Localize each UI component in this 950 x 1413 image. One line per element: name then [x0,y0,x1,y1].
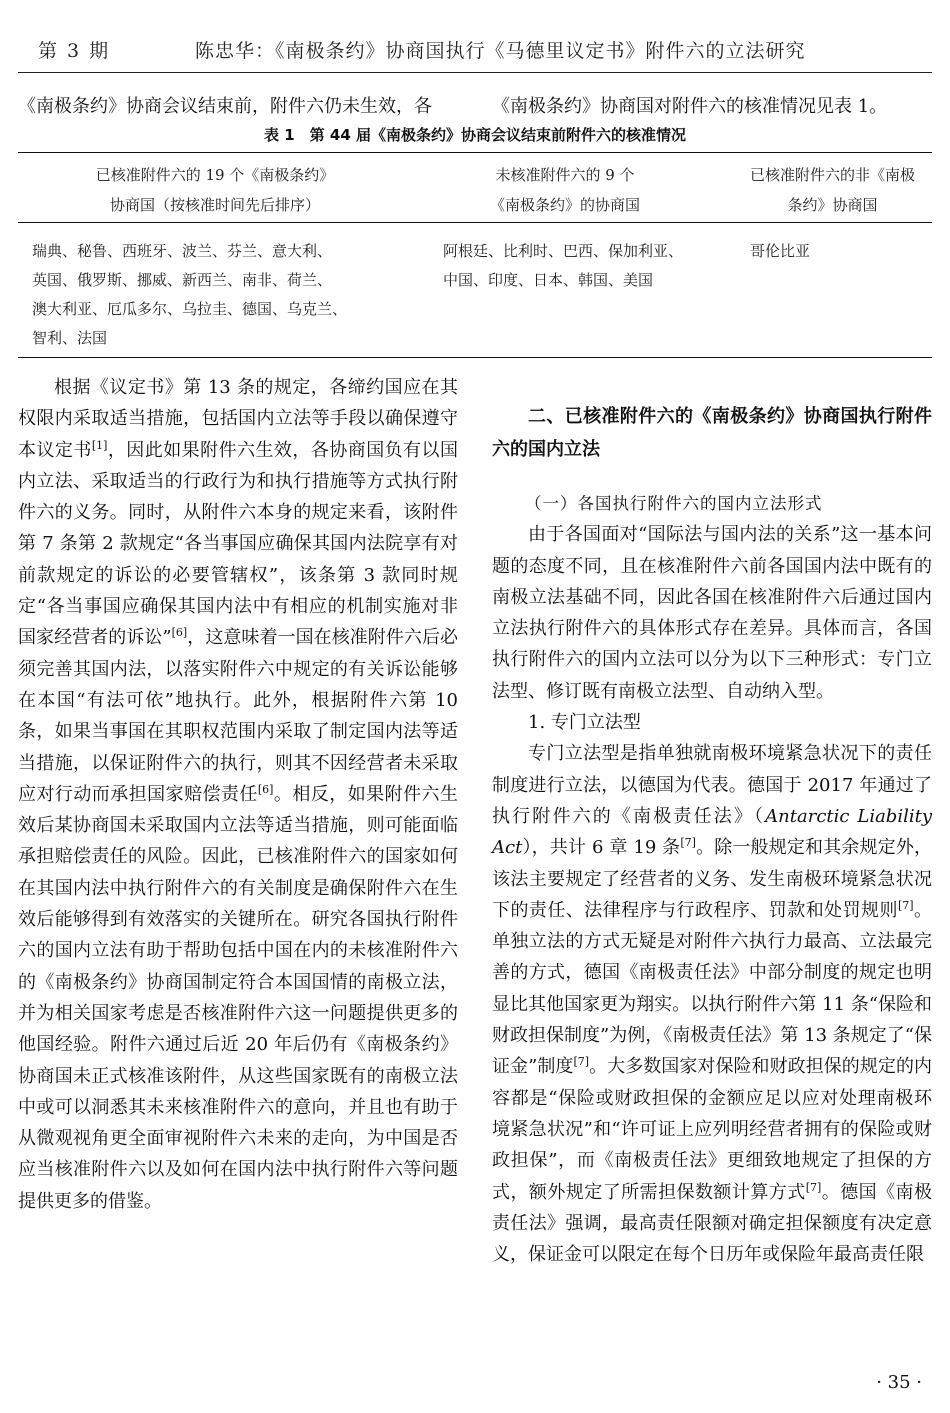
text-run: ，这意味着一国在核准附件六后必须完善其国内法，以落实附件六中规定的有关诉讼能够在本国“有法可依”地执行。此外，根据附件六第 10 条，如果当事国在其职权范围内采取了制定国内法等适当措施，以保证附件六的执行，则其不因经营者未采取应对行动而承担国家赔偿责任 [18,627,459,805]
header-line: 协商国（按核准时间先后排序） [109,196,320,214]
item-heading: 1. 专门立法型 [528,712,641,734]
citation: [1] [91,438,108,452]
header-line: 条约》协商国 [787,196,878,214]
citation: [6] [171,626,188,640]
intro-left-line: 《南极条约》协商会议结束前，附件六仍未生效，各 [18,96,432,117]
body-paragraph [18,372,458,1217]
page-number: · 35 · [876,1372,922,1393]
text-run: 。大多数国家对保险和财政担保的规定的内容都是“保险或财政担保的金额应足以应对处理南极环境紧急状况”和“许可证上应列明经营者拥有的保险或财政担保”，而《南极责任法》更细致地规定了担保的方式，额外规定了所需担保数额计算方式 [492,1056,932,1203]
body-paragraph: 由于各国面对“国际法与国内法的关系”这一基本问题的态度不同，且在核准附件六前各国国内法中既有的南极立法基础不同，因此各国在核准附件六后通过国内立法执行附件六的具体形式存在差异。具体而言，各国执行附件六的国内立法可以分为以下三种形式：专门立法型、修订既有南极立法型、自动纳入型。 [492,524,932,702]
text-run: 。德国《南极责任法》强调，最高责任限额对确定担保额度有决定意义，保证金可以限定在每个日历年或保险年最高责任限 [492,1181,933,1266]
table-cell-ratified-list [32,237,422,353]
header-line: 未核准附件六的 9 个 [495,166,635,184]
text-run: 根据《议定书》第 13 条的规定，各缔约国应在其权限内采取适当措施，包括国内立法等手段以确保遵守本议定书 [18,377,458,461]
table-header-ratified [30,160,400,220]
citation: [6] [257,782,274,796]
running-title: 陈忠华：《南极条约》协商国执行《马德里议定书》附件六的立法研究 [195,40,806,62]
italic-title: Antarctic Liability Act [492,805,932,859]
citation: [7] [680,836,696,850]
header-line: 已核准附件六的非《南极 [749,166,915,184]
citation: [7] [897,898,914,912]
table-header-rule [18,222,932,223]
text-run: 。除一般规定和其余规定外，该法主要规定了经营者的义务、发生南极环境紧急状况下的责任、法律程序与行政程序、罚款和处罚规则 [492,837,932,921]
cell-line: 英国、俄罗斯、挪威、新西兰、南非、荷兰、 [32,271,333,289]
table-top-rule [18,152,932,153]
section-heading: 二、已核准附件六的《南极条约》协商国执行附件六的国内立法 [492,406,932,460]
text-run: ），共计 6 章 19 条 [522,837,681,859]
cell-line: 中国、印度、日本、韩国、美国 [443,271,654,289]
table-header-not-ratified [430,160,700,220]
header-line: 《南极条约》的协商国 [489,196,640,214]
right-column [492,372,932,1270]
cell-line: 阿根廷、比利时、巴西、保加利亚、 [443,242,684,260]
table-cell-not-ratified-list [443,237,733,295]
cell-line: 哥伦比亚 [750,242,811,260]
subsection-heading: （一）各国执行附件六的国内立法形式 [525,494,823,513]
issue-number: 第 3 期 [38,40,111,62]
citation: [7] [573,1055,590,1069]
table-header-non-consultative [730,160,935,220]
citation: [7] [805,1180,822,1194]
table-bottom-rule [18,357,932,358]
header-rule [18,72,932,73]
text-run: ，因此如果附件六生效，各协商国负有以国内立法、采取适当的行政行为和执行措施等方式执行附件六的义务。同时，从附件六本身的规定来看，该附件第 7 条第 2 款规定“各当事国应确保其国内法院享有对前款规定的诉讼的必要管辖权”，该条第 3 款同时规定“各当事国应确保其国内法中有相应的机制实施对非国家经营者的诉讼” [18,439,459,649]
cell-line: 瑞典、秘鲁、西班牙、波兰、芬兰、意大利、 [32,242,333,260]
text-run: 。相反，如果附件六生效后某协商国未采取国内立法等适当措施，则可能面临承担赔偿责任的风险。因此，已核准附件六的国家如何在其国内法中执行附件六的有关制度是确保附件六在生效后能够得到有效落实的关键所在。研究各国执行附件六的国内立法有助于帮助包括中国在内的未核准附件六的《南极条约》协商国制定符合本国国情的南极立法，并为相关国家考虑是否核准附件六这一问题提供更多的他国经验。附件六通过后近 20 年后仍有《南极条约》协商国未正式核准该附件，从这些国家既有的南极立法中或可以洞悉其未来核准附件六的意向，并且也有助于从微观视角更全面审视附件六未来的走向，为中国是否应当核准附件六以及如何在国内法中执行附件六等问题提供更多的借鉴。 [18,783,459,1212]
running-head [30,36,926,66]
cell-line: 澳大利亚、厄瓜多尔、乌拉圭、德国、乌克兰、 [32,300,348,318]
text-run: 专门立法型是指单独就南极环境紧急状况下的责任制度进行立法，以德国为代表。德国于 2017 年通过了执行附件六的《南极责任法》（ [492,743,932,827]
table-cell-non-consultative-list [750,237,930,266]
table-caption: 表 1 第 44 届《南极条约》协商会议结束前附件六的核准情况 [264,126,686,144]
text-run: 。单独立法的方式无疑是对附件六执行力最高、立法最完善的方式，德国《南极责任法》中部分制度的规定也明显比其他国家更为翔实。以执行附件六第 11 条“保险和财政担保制度”为例，《南极责任法》第 13 条规定了“保证金”制度 [492,899,932,1078]
intro-right-line: 《南极条约》协商国对附件六的核准情况见表 1。 [492,96,888,117]
header-line: 已核准附件六的 19 个《南极条约》 [95,166,335,184]
body-paragraph [492,738,932,1270]
cell-line: 智利、法国 [32,329,108,347]
left-column [18,372,458,1217]
